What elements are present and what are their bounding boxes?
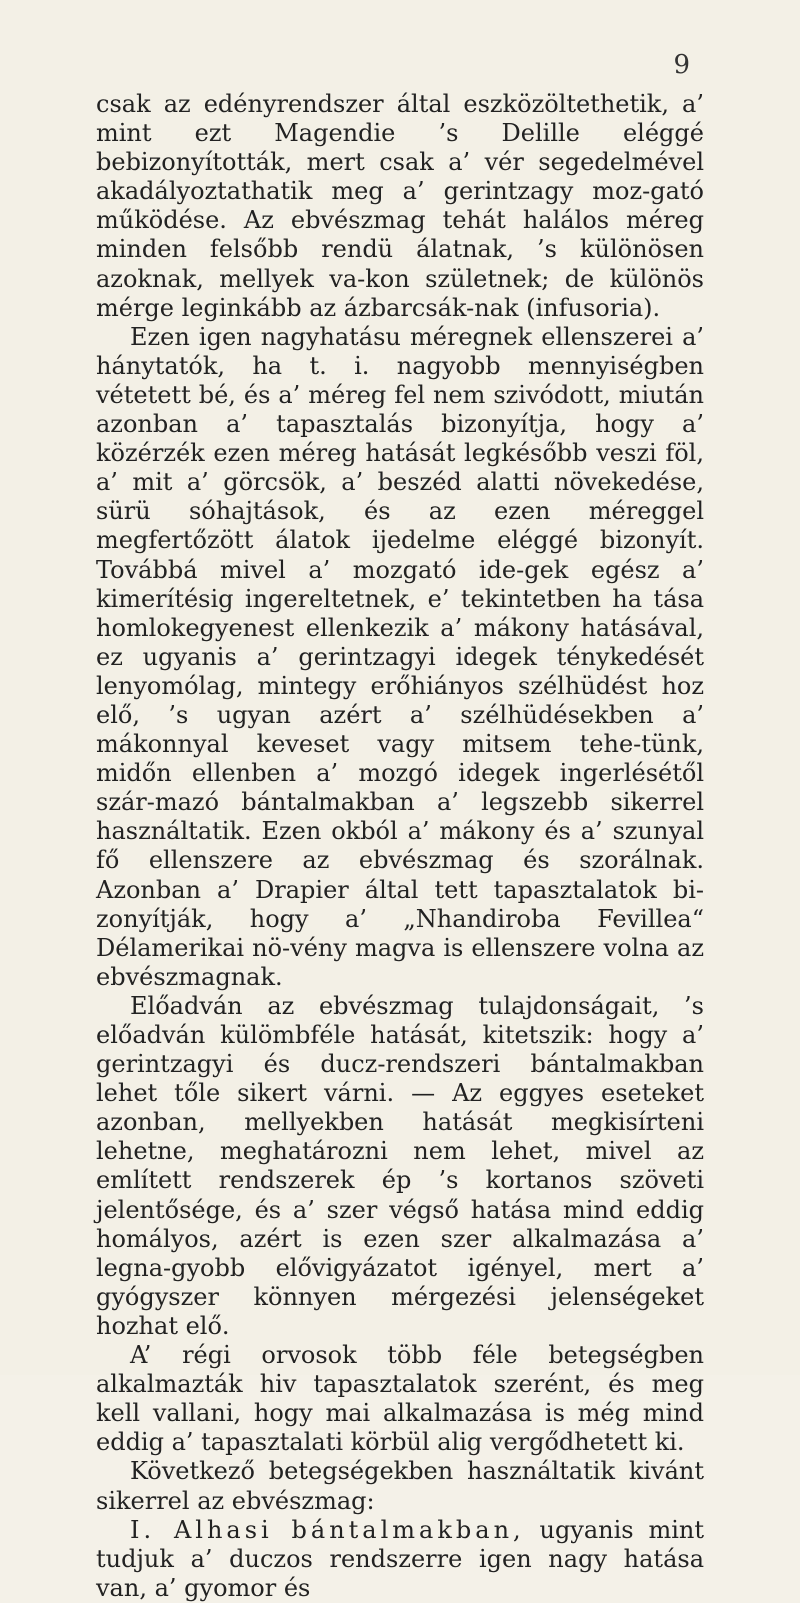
paragraph-2: Ezen igen nagyhatásu méregnek ellenszerei a’ hánytatók, ha t. i. nagyobb mennyiségben vétetett bé, és a’ méreg fel nem szivódott, miután azonban a’ tapasztalás bizonyítja, hogy a’ közérzék ezen méreg hatását legkésőbb veszi föl, a’ mit a’ görcsök, a’ beszéd alatti növekedése, sürü sóhajtások, és az ezen méreggel megfertőzött álatok ijedelme eléggé bizonyít. Továbbá mivel a’ mozgató ide-gek egész a’ kimerítésig ingereltetnek, e’ tekintetben ha tása homlokegyenest ellenkezik a’ mákony hatásával, ez ugyanis a’ gerintzagyi idegek ténykedését lenyomólag, mintegy erőhiányos szélhüdést hoz elő, ’s ugyan azért a’ szélhüdésekben a’ mákonnyal keveset vagy mitsem tehe-tünk, midőn ellenben a’ mozgó idegek ingerlésétől szár-mazó bántalmakban a’ legszebb sikerrel használtatik. Ezen okból a’ mákony és a’ szunyal fő ellenszere az ebvészmag és szorálnak. Azonban a’ Drapier által tett tapasztalatok bi-zonyítják, hogy a’ „Nhandiroba Fevillea“ Délamerikai nö-vény magva is ellenszere volna az ebvészmagnak. (96, 322, 704, 991)
section-heading-inline: I. Alhasi bántalmakban, (130, 1515, 525, 1544)
paragraph-1: csak az edényrendszer által eszközöltethetik, a’ mint ezt Magendie ’s Delille eléggé bebizonyították, mert csak a’ vér segedelmével akadályoztathatik meg a’ gerintzagy moz-gató működése. Az ebvészmag tehát halálos méreg minden felsőbb rendü álatnak, ’s különösen azoknak, mellyek va-kon születnek; de különös mérge leginkább az ázbarcsák-nak (infusoria). (96, 90, 704, 322)
paragraph-6 (96, 1516, 704, 1603)
paragraph-6-text: ugyanis mint tudjuk a’ duczos rendszerre igen nagy hatása van, a’ gyomor és (96, 1515, 704, 1602)
paragraph-4: A’ régi orvosok több féle betegségben alkalmazták hiv tapasztalatok szerént, és meg kell vallani, hogy mai alkalmazása is még mind eddig a’ tapasztalati körbül alig vergődhetett ki. (96, 1341, 704, 1457)
body-text (96, 90, 704, 1603)
paragraph-3: Előadván az ebvészmag tulajdonságait, ’s előadván külömbféle hatását, kitetszik: hogy a’ gerintzagyi és ducz-rendszeri bántalmakban lehet tőle sikert várni. — Az eggyes eseteket azonban, mellyekben hatását megkisírteni lehetne, meghatározni nem lehet, mivel az említett rendszerek ép ’s kortanos szöveti jelentősége, és a’ szer végső hatása mind eddig homályos, azért is ezen szer alkalmazása a’ legna-gyobb elővigyázatot igényel, mert a’ gyógyszer könnyen mérgezési jelenségeket hozhat elő. (96, 991, 704, 1340)
page-number: 9 (673, 50, 690, 80)
paragraph-5: Következő betegségekben használtatik kivánt sikerrel az ebvészmag: (96, 1457, 704, 1515)
